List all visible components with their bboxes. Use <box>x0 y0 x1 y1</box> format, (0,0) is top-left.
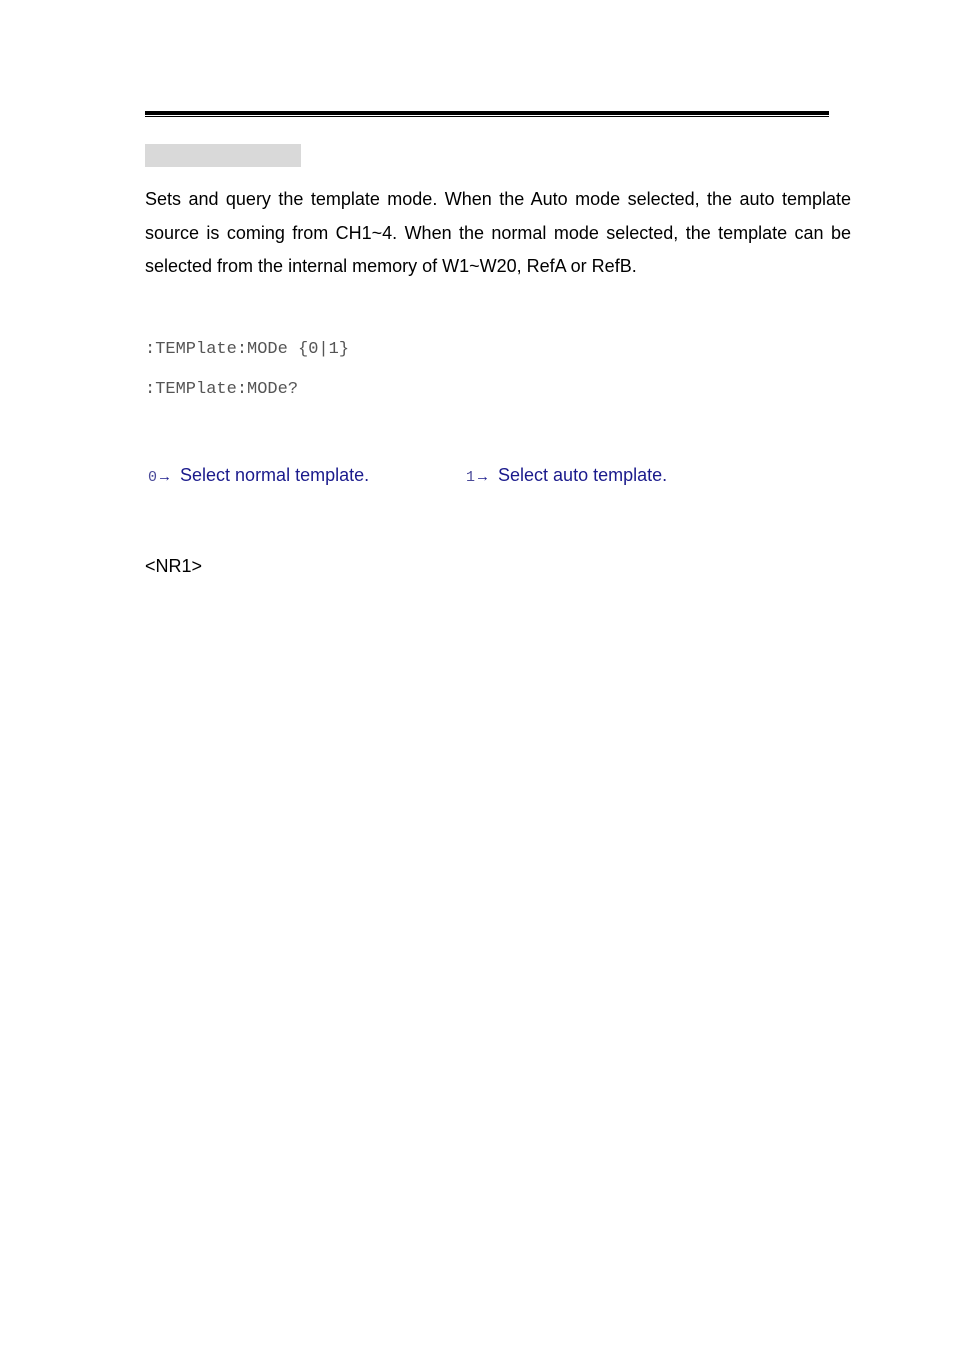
syntax-query-command: :TEMPlate:MODe? <box>145 380 299 399</box>
parameter-item-0 <box>148 465 369 489</box>
command-description: Sets and query the template mode. When the Auto mode selected, the auto template source is coming from CH1~4. When the normal mode selected, the template can be selected from the internal memory of W1~W20, RefA or RefB. <box>145 189 851 276</box>
parameter-code: 0 <box>148 469 158 486</box>
right-arrow-icon: → <box>475 468 491 485</box>
syntax-set-command: :TEMPlate:MODe {0|1} <box>145 340 350 359</box>
parameter-item-1 <box>466 465 667 489</box>
section-header-bar <box>145 144 301 167</box>
parameter-code: 1 <box>466 469 476 486</box>
right-arrow-icon: → <box>157 468 173 485</box>
parameter-description: Select auto template. <box>498 465 668 485</box>
top-rule <box>145 111 829 115</box>
return-format: <NR1> <box>145 556 203 576</box>
top-rule-thin <box>145 116 829 117</box>
parameter-description: Select normal template. <box>180 465 370 485</box>
